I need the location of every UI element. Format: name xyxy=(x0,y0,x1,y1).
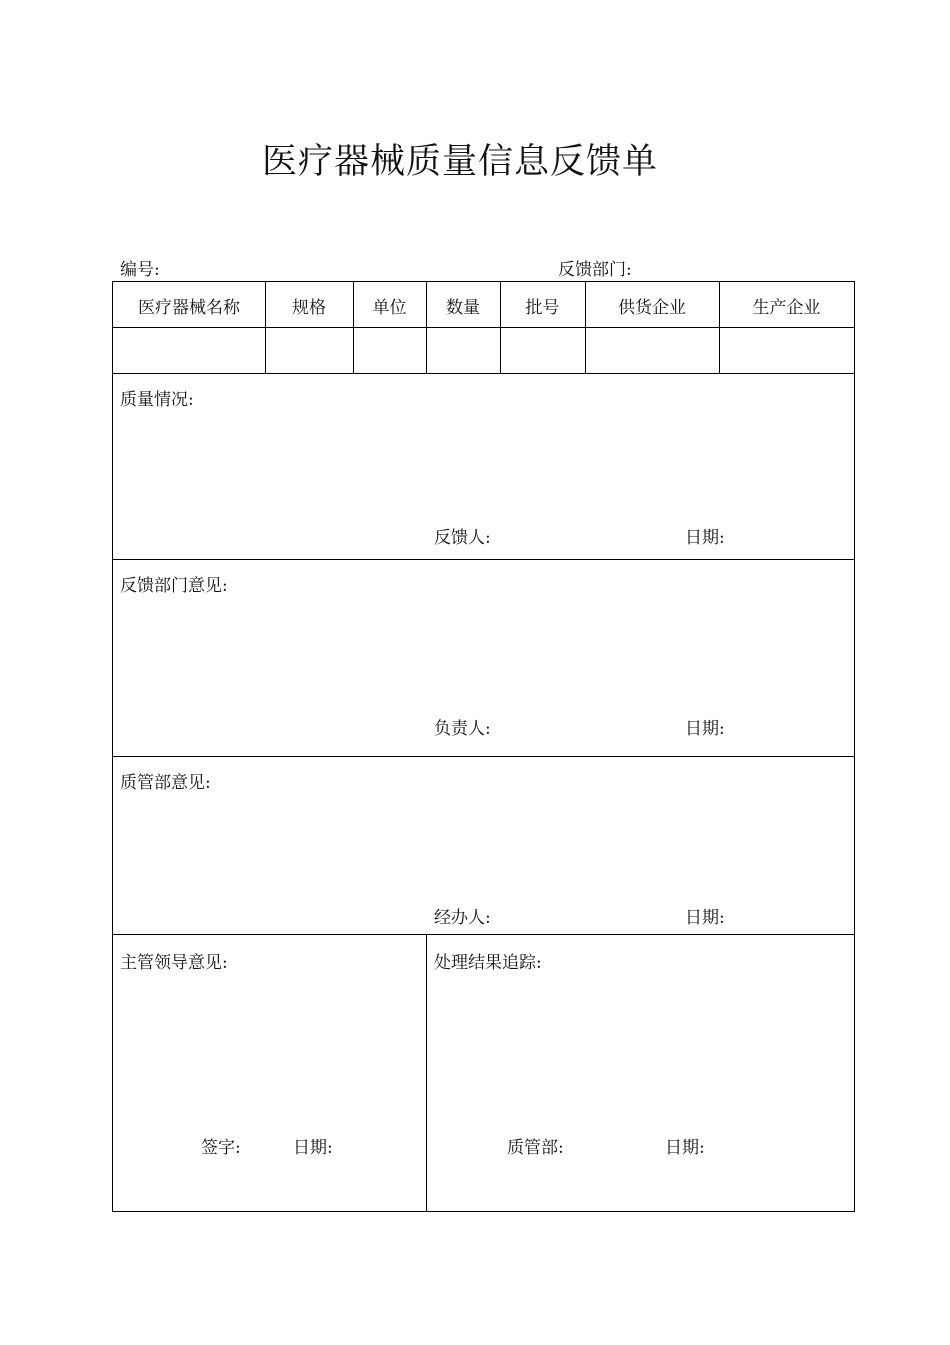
column-header-supplier: 供货企业 xyxy=(618,298,686,318)
quality-date-label: 日期: xyxy=(685,528,725,548)
column-header-manufacturer: 生产企业 xyxy=(752,298,821,318)
row-divider xyxy=(113,327,854,328)
row-divider xyxy=(113,756,854,757)
quality-management-opinion-label: 质管部意见: xyxy=(120,773,211,793)
column-header-quantity: 数量 xyxy=(446,298,480,318)
row-divider xyxy=(113,934,854,935)
column-header-unit: 单位 xyxy=(372,298,407,318)
tracking-date-label: 日期: xyxy=(665,1138,705,1158)
column-divider xyxy=(426,934,427,1212)
responsible-person-label: 负责人: xyxy=(434,719,491,739)
column-header-batch-number: 批号 xyxy=(525,298,560,318)
column-header-specification: 规格 xyxy=(292,298,326,318)
handler-label: 经办人: xyxy=(434,908,491,928)
signature-label: 签字: xyxy=(201,1138,241,1158)
number-label: 编号: xyxy=(120,260,160,280)
department-date-label: 日期: xyxy=(685,719,725,739)
feedback-form-table xyxy=(112,281,855,1212)
row-divider xyxy=(113,373,854,374)
qa-date-label: 日期: xyxy=(685,908,725,928)
quality-situation-label: 质量情况: xyxy=(120,390,194,410)
column-header-device-name: 医疗器械名称 xyxy=(138,298,240,318)
row-divider xyxy=(113,559,854,560)
feedback-department-label: 反馈部门: xyxy=(558,260,632,280)
leader-opinion-label: 主管领导意见: xyxy=(120,953,228,973)
qa-department-label: 质管部: xyxy=(507,1138,564,1158)
form-title: 医疗器械质量信息反馈单 xyxy=(261,142,658,182)
department-opinion-label: 反馈部门意见: xyxy=(120,576,228,596)
leader-date-label: 日期: xyxy=(293,1138,333,1158)
feedback-person-label: 反馈人: xyxy=(434,528,491,548)
result-tracking-label: 处理结果追踪: xyxy=(434,953,542,973)
